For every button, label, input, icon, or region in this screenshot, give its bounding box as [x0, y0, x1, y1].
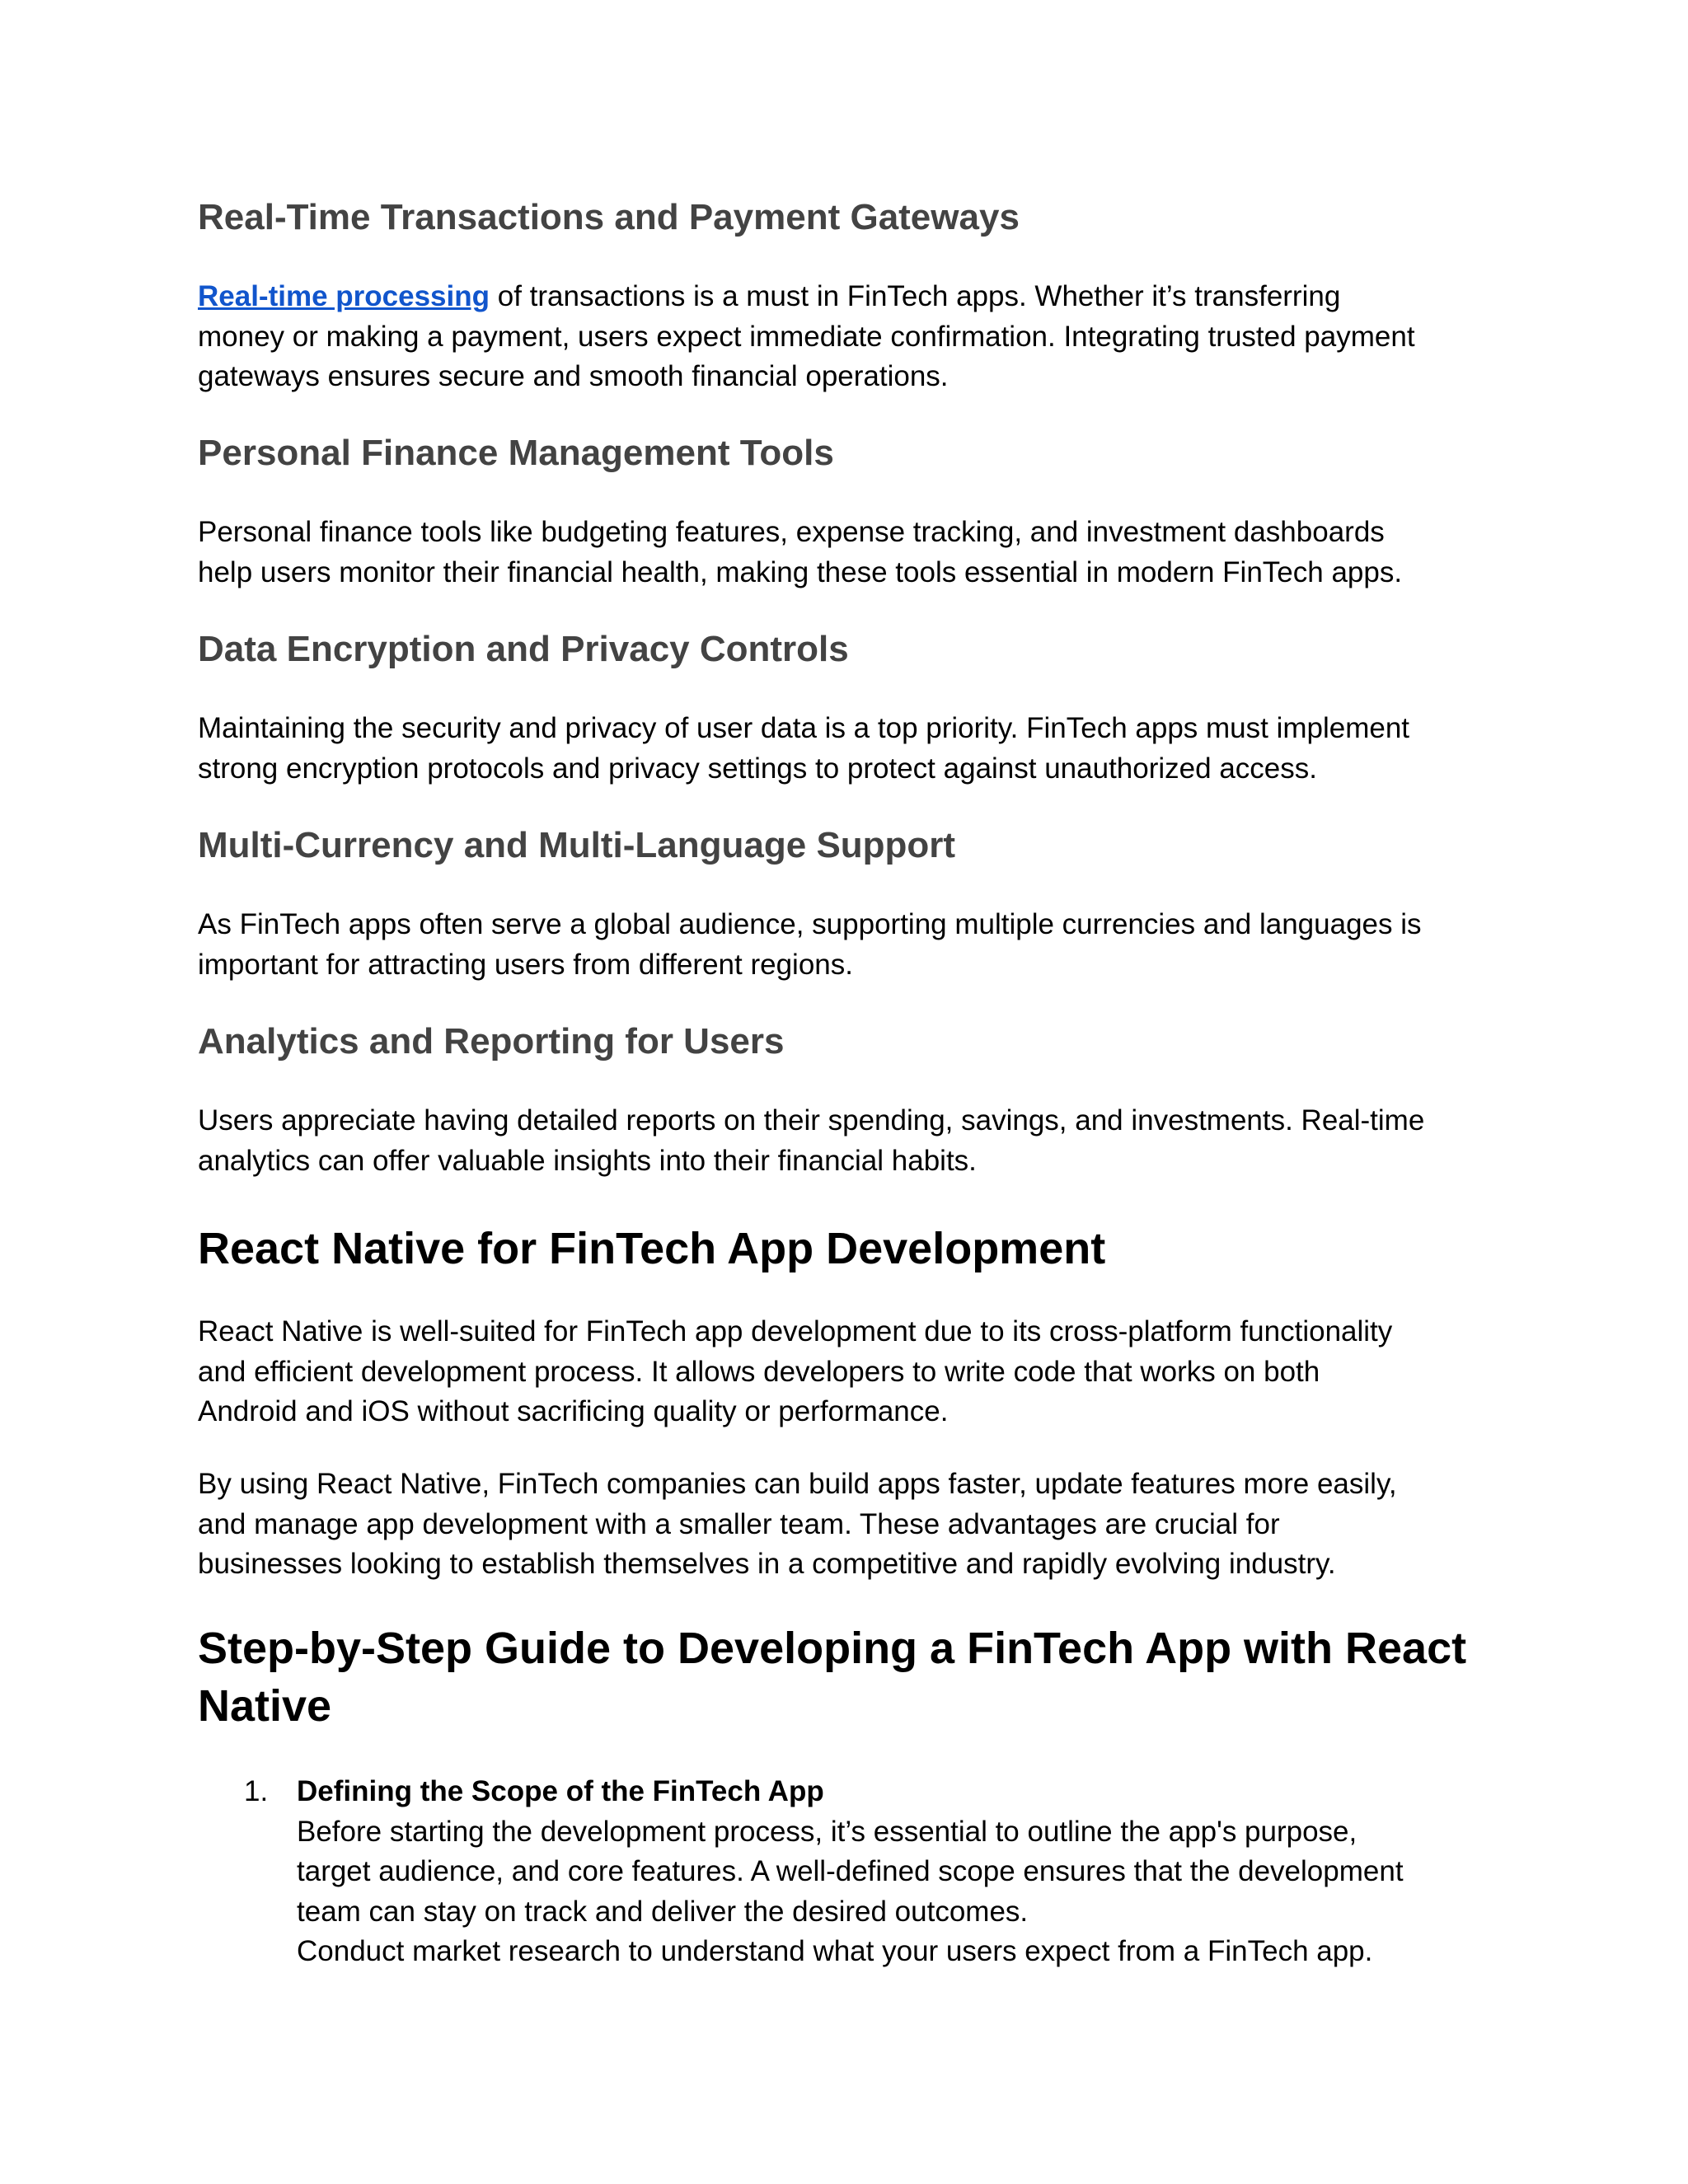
paragraph-line: Maintaining the security and privacy of user data is a top priority. FinTech apps must implement [198, 712, 1410, 744]
paragraph-line: Personal finance tools like budgeting features, expense tracking, and investment dashboards [198, 516, 1385, 548]
section-heading-real-time-transactions: Real-Time Transactions and Payment Gateways [198, 197, 1020, 237]
list-item-number: 1. [244, 1775, 269, 1807]
section-paragraph-personal-finance [198, 513, 1517, 593]
paragraph-line: and efficient development process. It allows developers to write code that works on both [198, 1355, 1320, 1388]
section-heading-multi-currency: Multi-Currency and Multi-Language Support [198, 825, 956, 865]
paragraph-line: help users monitor their financial health, making these tools essential in modern FinTech apps. [198, 555, 1403, 588]
real-time-processing-link[interactable]: Real-time processing [198, 280, 490, 312]
paragraph-line: By using React Native, FinTech companies can build apps faster, update features more easily, [198, 1468, 1397, 1500]
paragraph-line: money or making a payment, users expect immediate confirmation. Integrating trusted payment [198, 320, 1415, 353]
list-item-line: Conduct market research to understand what your users expect from a FinTech app. [297, 1935, 1373, 1967]
paragraph-line: React Native is well-suited for FinTech app development due to its cross-platform functionality [198, 1315, 1393, 1347]
paragraph-line: and manage app development with a smaller team. These advantages are crucial for [198, 1507, 1280, 1540]
list-item-line: Before starting the development process, it’s essential to outline the app's purpose, [297, 1815, 1357, 1848]
paragraph-line: As FinTech apps often serve a global audience, supporting multiple currencies and languages is [198, 908, 1422, 940]
section-heading-analytics: Analytics and Reporting for Users [198, 1021, 785, 1062]
paragraph-line: Android and iOS without sacrificing quality or performance. [198, 1395, 949, 1427]
paragraph-react-native-1 [198, 1312, 1517, 1432]
heading-react-native-fintech: React Native for FinTech App Development [198, 1224, 1106, 1273]
section-paragraph-data-encryption [198, 709, 1517, 789]
paragraph-line [198, 277, 1517, 317]
list-item-body [297, 1772, 1517, 1972]
list-item-line: target audience, and core features. A well-defined scope ensures that the development [297, 1855, 1404, 1887]
paragraph-line: analytics can offer valuable insights into their financial habits. [198, 1144, 977, 1177]
paragraph-line: important for attracting users from different regions. [198, 948, 853, 981]
heading-line: Step-by-Step Guide to Developing a FinTech App with React [198, 1624, 1467, 1673]
heading-line: Native [198, 1681, 332, 1731]
paragraph-line-text: of transactions is a must in FinTech apps. Whether it’s transferring [490, 280, 1341, 312]
paragraph-line: businesses looking to establish themselves in a competitive and rapidly evolving industry. [198, 1548, 1336, 1580]
paragraph-line: gateways ensures secure and smooth financial operations. [198, 360, 949, 392]
paragraph-react-native-2 [198, 1465, 1517, 1585]
heading-step-by-step-guide [198, 1619, 1517, 1735]
paragraph-line: Users appreciate having detailed reports on their spending, savings, and investments. Real-time [198, 1104, 1425, 1137]
section-paragraph-real-time-transactions [198, 277, 1517, 397]
list-item-line: team can stay on track and deliver the desired outcomes. [297, 1895, 1029, 1928]
section-paragraph-multi-currency [198, 905, 1517, 985]
section-heading-personal-finance: Personal Finance Management Tools [198, 433, 834, 473]
paragraph-line: strong encryption protocols and privacy settings to protect against unauthorized access. [198, 752, 1317, 785]
section-heading-data-encryption: Data Encryption and Privacy Controls [198, 629, 849, 669]
list-item-title: Defining the Scope of the FinTech App [297, 1775, 824, 1807]
section-paragraph-analytics [198, 1101, 1517, 1181]
